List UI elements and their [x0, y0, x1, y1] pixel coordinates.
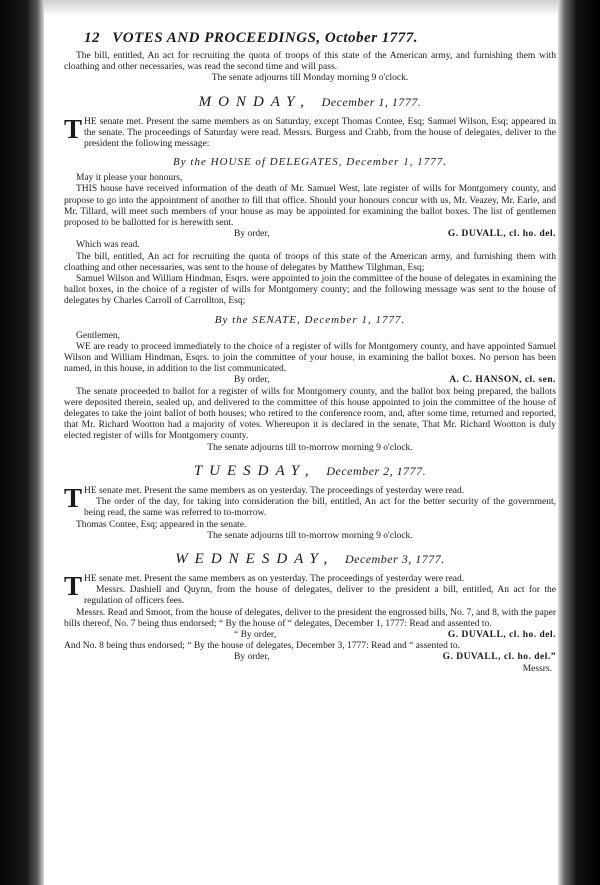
monday-opening-text: HE senate met. Present the same members as on Saturday, except Thomas Contee, Esq; Samuel Wilson, Esq; appeared in the senate. The proceedings of Saturday were read. Messrs. Burgess and Crabb, from the house of delegates, deliver to the president the following message:	[84, 116, 556, 150]
dashiell-paragraph: Messrs. Dashiell and Quynn, from the house of delegates, deliver to the president a bill, entitled, An act for the regulation of officers fees.	[84, 585, 556, 607]
senate-heading: By the SENATE, December 1, 1777.	[214, 313, 406, 326]
monday-date: December 1, 1777.	[321, 94, 422, 109]
dropcap: T	[64, 570, 83, 601]
by-order: By order,	[234, 375, 270, 386]
bill-sent-paragraph: The bill, entitled, An act for recruiting the quota of troops of this state of the American army, and furnishing them with cloathing and other necessaries, was sent to the house of delegates by Matthew Tilghman, Esq;	[64, 251, 556, 273]
running-head	[84, 30, 556, 47]
ballot-paragraph: The senate proceeded to ballot for a register of wills for Montgomery county, and the ballot box being prepared, the ballots were deposited therein, sealed up, and delivered to the committee of this house appointed to join the committee of the house of delegates to take the joint ballot of both houses; who retired to the conference room, and, after some time, returned and reported, that Mr. Richard Wootton had a majority of votes. Whereupon it is declared in the senate, That Mr. Richard Wootton is duly elected register of wills for Montgomery county.	[64, 386, 556, 442]
house-of-delegates-heading: By the HOUSE of DELEGATES, December 1, 1777.	[173, 156, 447, 169]
tuesday-heading	[64, 463, 556, 480]
tuesday-date: December 2, 1777.	[326, 463, 427, 478]
dropcap: T	[64, 482, 83, 513]
tuesday-adjourn: The senate adjourns till to-morrow morning 9 o'clock.	[207, 530, 413, 541]
scan-top-edge	[0, 0, 600, 16]
by-order: By order,	[234, 229, 270, 240]
document-page	[64, 30, 556, 878]
intro-bill-paragraph: The bill, entitled, An act for recruiting the quota of troops of this state of the American army, and furnishing them with cloathing and other necessaries, was read the second time and will pass.	[64, 51, 556, 73]
gentlemen-salutation: Gentlemen,	[76, 330, 121, 341]
intro-adjourn: The senate adjourns till Monday morning 9 o'clock.	[211, 73, 409, 84]
page-number: 12	[84, 30, 100, 46]
by-order: “ By order,	[234, 629, 277, 640]
appointed-paragraph: Samuel Wilson and William Hindman, Esqrs. were appointed to join the committee of the house of delegates in examining the ballot boxes, in the choice of a register of wills for Montgomery county; and the following message was sent to the house of delegates by Charles Carroll of Carrollton, Esq;	[64, 274, 556, 307]
signature-block	[64, 652, 556, 663]
signature-duvall: G. DUVALL, cl. ho. del.	[447, 229, 556, 240]
order-of-day-paragraph: The order of the day, for taking into consideration the bill, entitled, An act for the better security of the government, being read, the same was referred to to-morrow.	[84, 497, 556, 519]
scan-binding-shadow	[0, 0, 44, 885]
delegates-message: THIS house have received information of the death of Mr. Samuel West, late register of wills for Montgomery county, and propose to go into the appointment of another to fill that office. Should your honours concur with us, Mr. Veazey, Mr. Earle, and Mr. Tillard, will meet such members of your house as may be appointed for examining the ballot boxes. The list of gentlemen proposed to be ballotted for is herewith sent.	[64, 184, 556, 229]
dropcap: T	[64, 113, 83, 144]
wednesday-opening-text: HE senate met. Present the same members as on yesterday. The proceedings of yesterday were read.	[84, 573, 465, 584]
signature-duvall: G. DUVALL, cl. ho. del.”	[442, 652, 556, 663]
signature-block	[64, 375, 556, 386]
wednesday-heading	[64, 551, 556, 568]
signature-duvall: G. DUVALL, cl. ho. del.	[447, 629, 556, 640]
scan-right-edge	[558, 0, 600, 885]
tuesday-day: TUESDAY,	[193, 462, 316, 479]
which-was-read: Which was read.	[76, 240, 140, 251]
wednesday-date: December 3, 1777.	[344, 551, 445, 566]
by-order: By order,	[234, 652, 270, 663]
catchword: Messrs.	[522, 663, 552, 674]
signature-block	[64, 630, 556, 641]
monday-opening	[64, 113, 556, 151]
page-title: VOTES AND PROCEEDINGS, October 1777.	[112, 30, 419, 46]
monday-adjourn: The senate adjourns till to-morrow morning 9 o'clock.	[207, 442, 413, 453]
no8-paragraph: And No. 8 being thus endorsed; “ By the house of delegates, December 3, 1777: Read and “ assented to.	[64, 641, 460, 652]
senate-message: WE are ready to proceed immediately to the choice of a register of wills for Montgomery county, and have appointed Samuel Wilson and William Hindman, Esqrs. to join the committee of your house, in examining the ballot boxes. No person has been named, in this house, in addition to the list communicated.	[64, 341, 556, 375]
tuesday-opening-text: HE senate met. Present the same members as on yesterday. The proceedings of yesterday were read.	[84, 485, 465, 496]
wednesday-day: WEDNESDAY,	[175, 550, 335, 567]
read-smoot-paragraph: Messrs. Read and Smoot, from the house of delegates, deliver to the president the engrossed bills, No. 7, and 8, with the paper bills thereof, No. 7 being thus endorsed; “ By the house of “ delegates, December 1, 1777: Read and assented to.	[64, 607, 556, 629]
signature-block	[64, 229, 556, 240]
signature-hanson: A. C. HANSON, cl. sen.	[449, 375, 556, 386]
monday-heading	[64, 94, 556, 111]
salutation: May it please your honours,	[76, 173, 183, 184]
monday-day: MONDAY,	[198, 93, 311, 110]
contee-appeared: Thomas Contee, Esq; appeared in the senate.	[76, 519, 247, 530]
